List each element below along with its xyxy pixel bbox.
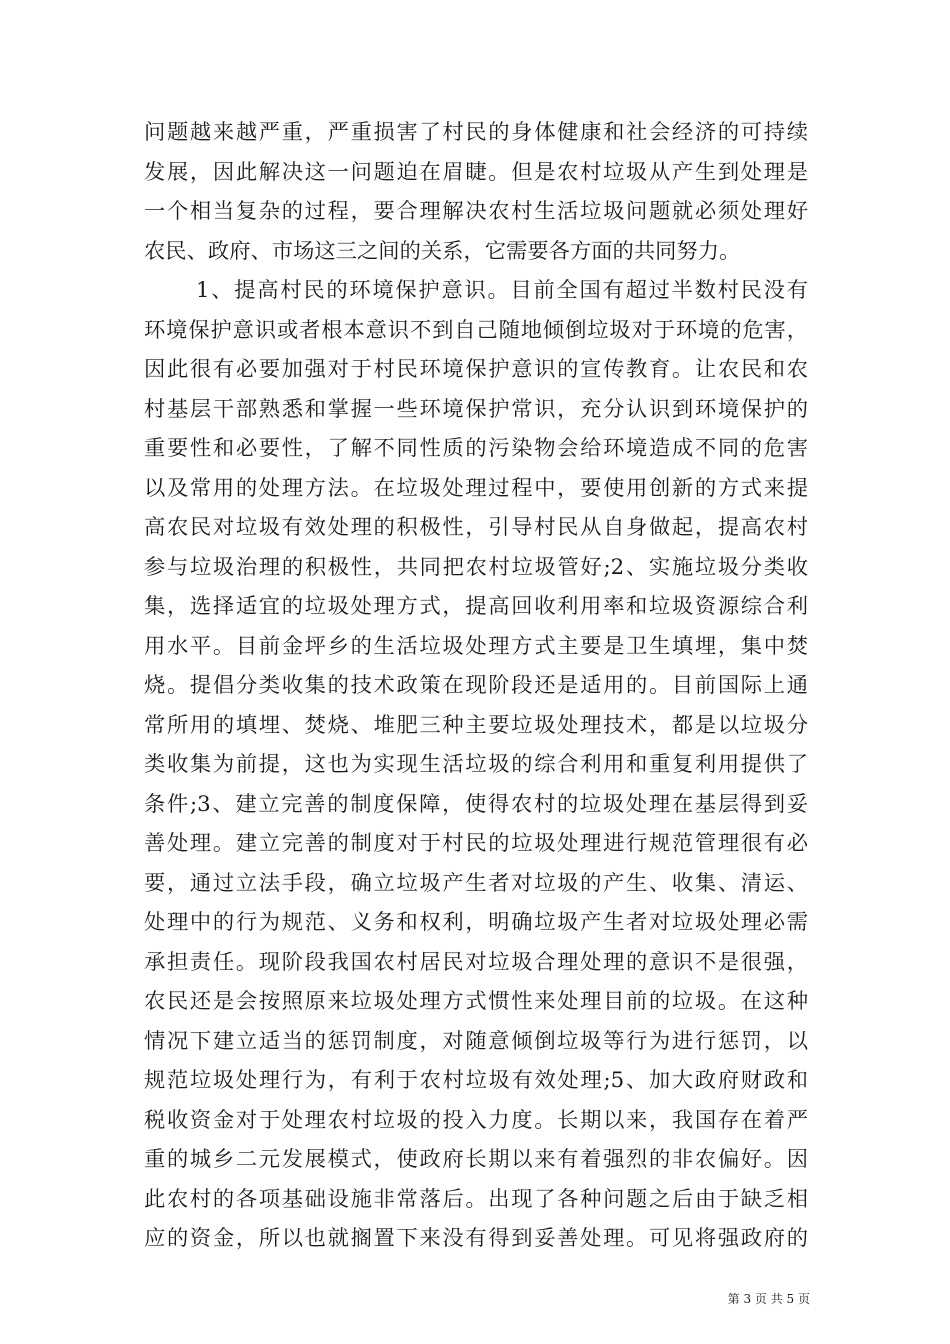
text-line: 处理中的行为规范、义务和权利，明确垃圾产生者对垃圾处理必需 [144, 910, 808, 935]
text-line: 环境保护意识或者根本意识不到自己随地倾倒垃圾对于环境的危害， [144, 318, 808, 343]
page-number: 第 3 页 共 5 页 [727, 1292, 810, 1306]
text-line: 参与垃圾治理的积极性，共同把农村垃圾管好;2、实施垃圾分类收 [144, 555, 808, 580]
text-line: 集，选择适宜的垃圾处理方式，提高回收利用率和垃圾资源综合利 [144, 594, 808, 619]
text-line: 发展，因此解决这一问题迫在眉睫。但是农村垃圾从产生到处理是 [144, 160, 808, 185]
text-line: 重的城乡二元发展模式，使政府长期以来有着强烈的非农偏好。因 [144, 1147, 808, 1172]
text-line: 重要性和必要性，了解不同性质的污染物会给环境造成不同的危害 [144, 436, 808, 461]
text-line: 用水平。目前金坪乡的生活垃圾处理方式主要是卫生填埋，集中焚 [144, 634, 808, 659]
text-line: 承担责任。现阶段我国农村居民对垃圾合理处理的意识不是很强， [144, 950, 808, 975]
text-line: 善处理。建立完善的制度对于村民的垃圾处理进行规范管理很有必 [144, 831, 808, 856]
text-line: 要，通过立法手段，确立垃圾产生者对垃圾的产生、收集、清运、 [144, 871, 808, 896]
paragraph-first-line: 1、提高村民的环境保护意识。目前全国有超过半数村民没有 [196, 278, 808, 303]
text-line: 一个相当复杂的过程，要合理解决农村生活垃圾问题就必须处理好 [144, 199, 808, 224]
text-line: 常所用的填埋、焚烧、堆肥三种主要垃圾处理技术，都是以垃圾分 [144, 713, 808, 738]
text-line: 情况下建立适当的惩罚制度，对随意倾倒垃圾等行为进行惩罚，以 [144, 1029, 808, 1054]
text-line: 高农民对垃圾有效处理的积极性，引导村民从自身做起，提高农村 [144, 515, 808, 540]
text-line: 农民还是会按照原来垃圾处理方式惯性来处理目前的垃圾。在这种 [144, 989, 808, 1014]
text-line: 税收资金对于处理农村垃圾的投入力度。长期以来，我国存在着严 [144, 1108, 808, 1133]
text-line: 类收集为前提，这也为实现生活垃圾的综合利用和重复利用提供了 [144, 752, 808, 777]
text-line: 烧。提倡分类收集的技术政策在现阶段还是适用的。目前国际上通 [144, 673, 808, 698]
text-line: 问题越来越严重，严重损害了村民的身体健康和社会经济的可持续 [144, 120, 808, 145]
text-line: 村基层干部熟悉和掌握一些环境保护常识，充分认识到环境保护的 [144, 397, 808, 422]
text-line: 此农村的各项基础设施非常落后。出现了各种问题之后由于缺乏相 [144, 1187, 808, 1212]
text-line: 规范垃圾处理行为，有利于农村垃圾有效处理;5、加大政府财政和 [144, 1068, 808, 1093]
text-line: 条件;3、建立完善的制度保障，使得农村的垃圾处理在基层得到妥 [144, 792, 808, 817]
text-line: 农民、政府、市场这三之间的关系，它需要各方面的共同努力。 [144, 239, 741, 264]
text-line: 应的资金，所以也就搁置下来没有得到妥善处理。可见将强政府的 [144, 1226, 808, 1251]
text-line: 以及常用的处理方法。在垃圾处理过程中，要使用创新的方式来提 [144, 476, 808, 501]
text-line: 因此很有必要加强对于村民环境保护意识的宣传教育。让农民和农 [144, 357, 808, 382]
